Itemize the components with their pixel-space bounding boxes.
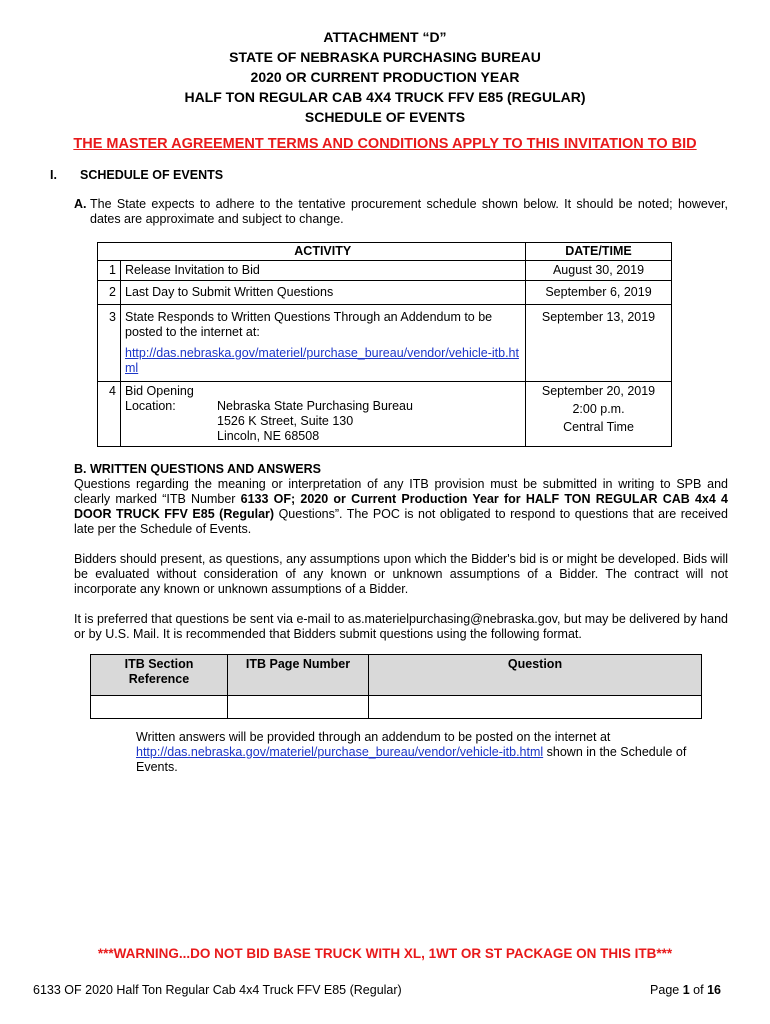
itb-section-header: ITB Section Reference (91, 655, 228, 696)
answers-link[interactable]: http://das.nebraska.gov/materiel/purchase_bureau/vendor/vehicle-itb.html (136, 745, 544, 759)
row-date: September 6, 2019 (526, 281, 672, 305)
schedule-row (98, 382, 672, 447)
row-date: September 13, 2019 (526, 305, 672, 382)
part-b-paragraph-3: It is preferred that questions be sent via e-mail to as.materielpurchasing@nebraska.gov, but may be delivered by hand or by U.S. Mail. It is recommended that Bidders submit questions using the following format. (74, 612, 728, 641)
schedule-table (97, 242, 672, 447)
row-date: August 30, 2019 (526, 261, 672, 281)
part-b-paragraph-2: Bidders should present, as questions, any assumptions upon which the Bidder's bid is or might be developed. Bids will be evaluated without consideration of any known or unknown assumptions of a Bidder. The contract will not incorporate any known or unknown assumptions of a Bidder. (74, 552, 728, 596)
section-number: I. (50, 168, 57, 182)
current-page: 1 (682, 983, 690, 997)
part-a-label: A. (74, 197, 87, 211)
address-line: 1526 K Street, Suite 130 (217, 414, 354, 428)
question-table-header (91, 655, 702, 696)
page-indicator: Page 1 of 16 (650, 983, 721, 997)
itb-page-header: ITB Page Number (228, 655, 369, 696)
part-b-title: WRITTEN QUESTIONS AND ANSWERS (89, 462, 322, 476)
schedule-row (98, 305, 672, 382)
question-header: Question (369, 655, 702, 696)
section-title: SCHEDULE OF EVENTS (80, 168, 224, 182)
question-table-empty-row (91, 696, 702, 719)
activity-header: ACTIVITY (121, 243, 526, 261)
part-a-text: The State expects to adhere to the tentative procurement schedule shown below. It should be noted; however, dates are approximate and subject to change. (90, 197, 728, 226)
row-activity (121, 305, 526, 382)
footer-title: 6133 OF 2020 Half Ton Regular Cab 4x4 Truck FFV E85 (Regular) (33, 983, 402, 997)
row-activity-text: Bid Opening (125, 384, 194, 398)
schedule-row (98, 261, 672, 281)
row-number: 2 (98, 281, 121, 305)
row-number: 4 (98, 382, 121, 447)
row-number: 1 (98, 261, 121, 281)
schedule-header-row (98, 243, 672, 261)
header-line-year: 2020 OR CURRENT PRODUCTION YEAR (250, 69, 520, 85)
row-activity (121, 382, 526, 447)
row-activity: Last Day to Submit Written Questions (121, 281, 526, 305)
header-line-attachment: ATTACHMENT “D” (323, 29, 447, 45)
row-date (526, 382, 672, 447)
date-header: DATE/TIME (526, 243, 672, 261)
location-block (125, 399, 521, 444)
part-b-heading (74, 462, 728, 477)
time-line: 2:00 p.m. (572, 402, 625, 416)
address-line: Lincoln, NE 68508 (217, 429, 320, 443)
date-line: September 20, 2019 (541, 384, 656, 398)
part-b-label: B. (74, 462, 87, 476)
part-b-paragraph-1: Questions regarding the meaning or interpretation of any ITB provision must be submitted in writing to SPB and clearly marked “ITB Number 6133 OF; 2020 or Current Production Year for HALF TON REGULAR CAB 4x4 4 DOOR TRUCK FFV E85 (Regular) Questions”. The POC is not obligated to respond to questions that are received late per the Schedule of Events. (74, 477, 728, 536)
location-address (217, 399, 521, 444)
document-header (0, 27, 770, 127)
total-pages: 16 (707, 983, 721, 997)
answers-paragraph: Written answers will be provided through an addendum to be posted on the internet at http://das.nebraska.gov/materiel/purchase_bureau/vendor/vehicle-itb.html shown in the Schedule of Events. (136, 730, 687, 774)
location-label: Location: (125, 399, 176, 413)
address-line: Nebraska State Purchasing Bureau (217, 399, 413, 413)
row-number: 3 (98, 305, 121, 382)
row-activity-text: State Responds to Written Questions Through an Addendum to be posted to the internet at: (125, 310, 493, 339)
addendum-link[interactable]: http://das.nebraska.gov/materiel/purchase_bureau/vendor/vehicle-itb.html (125, 346, 519, 375)
header-line-schedule: SCHEDULE OF EVENTS (304, 109, 466, 125)
row-activity: Release Invitation to Bid (121, 261, 526, 281)
schedule-row (98, 281, 672, 305)
part-a-paragraph (74, 197, 728, 227)
timezone-line: Central Time (563, 420, 634, 434)
header-line-bureau: STATE OF NEBRASKA PURCHASING BUREAU (229, 49, 541, 65)
master-agreement-notice: THE MASTER AGREEMENT TERMS AND CONDITIONS APPLY TO THIS INVITATION TO BID (73, 136, 697, 152)
part-b-section (74, 462, 728, 642)
header-line-truck: HALF TON REGULAR CAB 4X4 TRUCK FFV E85 (REGULAR) (184, 89, 586, 105)
question-format-table (90, 654, 702, 719)
warning-banner: ***WARNING...DO NOT BID BASE TRUCK WITH XL, 1WT OR ST PACKAGE ON THIS ITB*** (97, 946, 673, 961)
